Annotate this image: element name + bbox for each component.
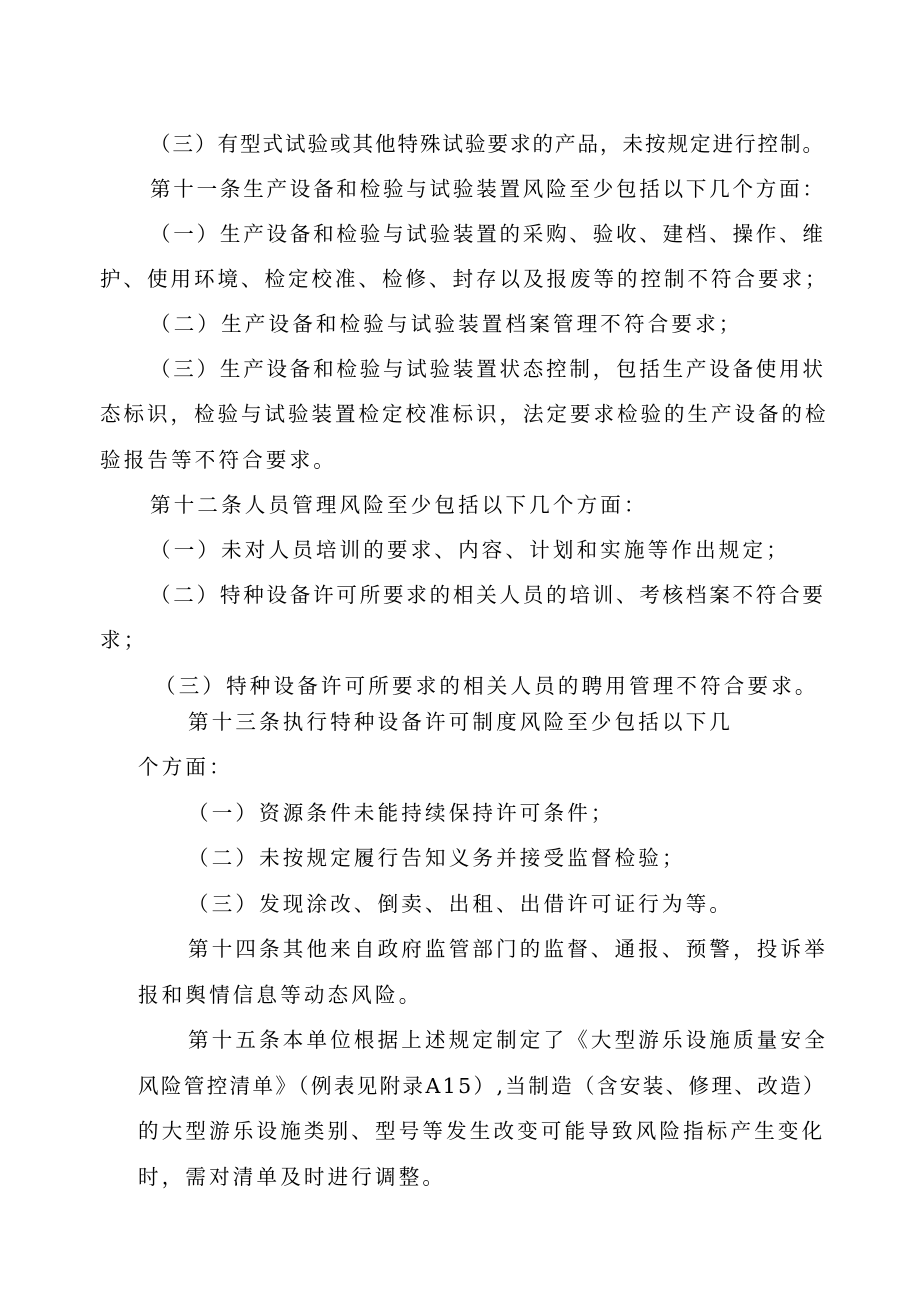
text-line-22: 风险管控清单》（例表见附录A15）,当制造（含安装、修理、改造）	[138, 1074, 826, 1098]
text-line-15: 个方面：	[138, 755, 233, 779]
text-line-18: （三）发现涂改、倒卖、出租、出借许可证行为等。	[188, 892, 734, 916]
text-line-24: 时，需对清单及时进行调整。	[138, 1165, 447, 1189]
text-line-21: 第十五条本单位根据上述规定制定了《大型游乐设施质量安全	[188, 1028, 828, 1052]
text-line-9: 第十二条人员管理风险至少包括以下几个方面：	[150, 493, 648, 517]
text-line-23: 的大型游乐设施类别、型号等发生改变可能导致风险指标产生变化	[138, 1119, 826, 1143]
text-line-14: 第十三条执行特种设备许可制度风险至少包括以下几	[188, 710, 734, 734]
text-line-17: （二）未按规定履行告知义务并接受监督检验；	[188, 846, 686, 870]
text-line-11: （二）特种设备许可所要求的相关人员的培训、考核档案不符合要	[150, 583, 826, 607]
text-line-20: 报和舆情信息等动态风险。	[138, 983, 423, 1007]
text-line-5: （二）生产设备和检验与试验装置档案管理不符合要求；	[150, 312, 743, 336]
text-line-12: 求；	[100, 628, 148, 652]
text-line-13: （三）特种设备许可所要求的相关人员的聘用管理不符合要求。	[155, 674, 819, 698]
text-line-8: 验报告等不符合要求。	[100, 448, 337, 472]
text-line-7: 态标识，检验与试验装置检定校准标识，法定要求检验的生产设备的检	[100, 402, 829, 426]
text-line-3: （一）生产设备和检验与试验装置的采购、验收、建档、操作、维	[150, 222, 826, 246]
text-line-2: 第十一条生产设备和检验与试验装置风险至少包括以下几个方面：	[150, 177, 826, 201]
text-line-1: （三）有型式试验或其他特殊试验要求的产品，未按规定进行控制。	[150, 132, 825, 156]
text-line-10: （一）未对人员培训的要求、内容、计划和实施等作出规定；	[150, 538, 790, 562]
text-line-6: （三）生产设备和检验与试验装置状态控制，包括生产设备使用状	[150, 357, 826, 381]
text-line-16: （一）资源条件未能持续保持许可条件；	[188, 801, 615, 825]
text-line-4: 护、使用环境、检定校准、检修、封存以及报废等的控制不符合要求；	[100, 267, 829, 291]
text-line-19: 第十四条其他来自政府监管部门的监督、通报、预警，投诉举	[188, 937, 828, 961]
